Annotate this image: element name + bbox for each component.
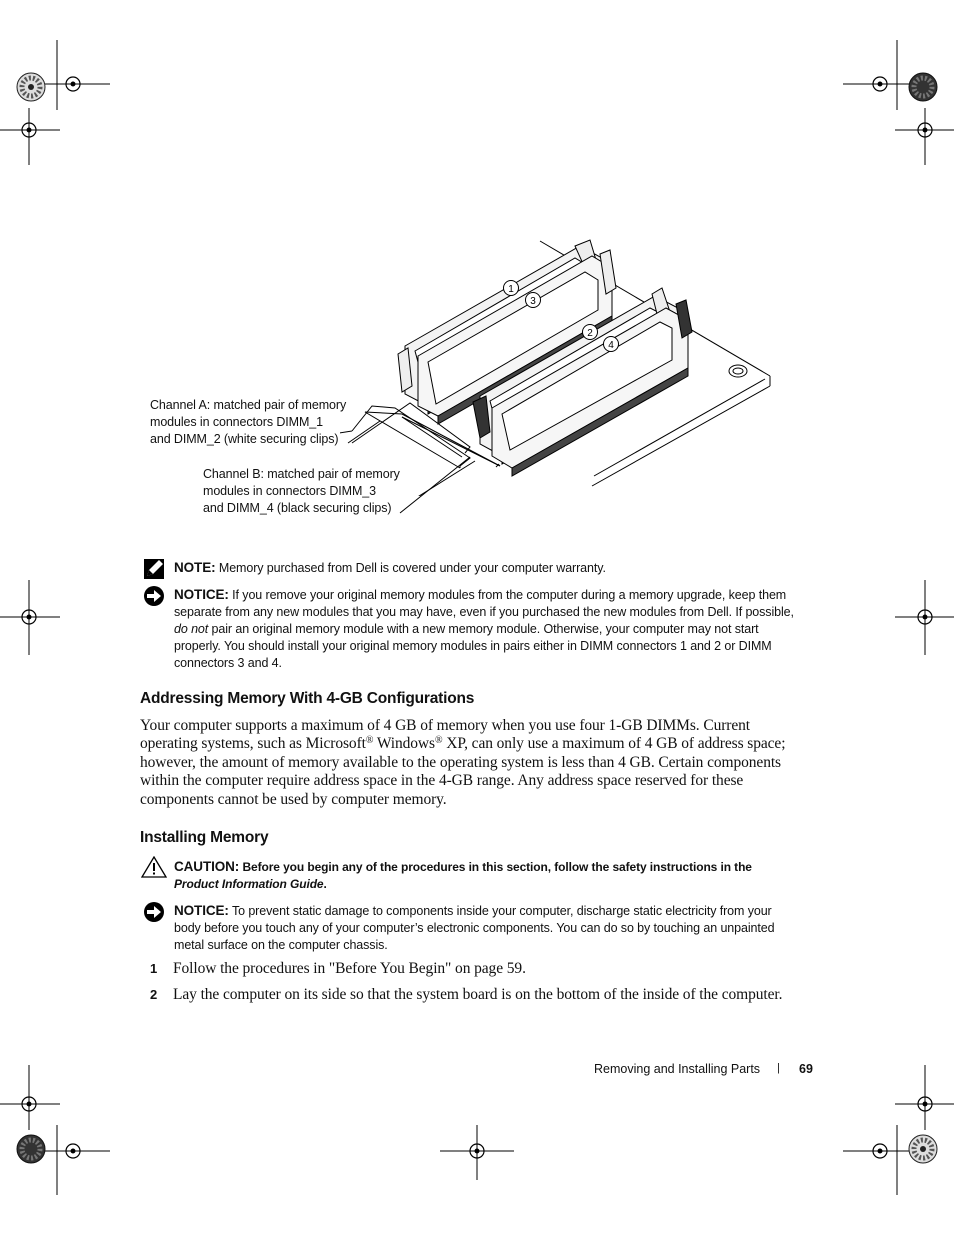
paragraph-line: components cannot be used by computer memory. xyxy=(140,790,447,808)
paragraph-line: operating systems, such as Microsoft xyxy=(140,735,366,753)
notice-line: body before you touch any of your computer’s electronic components. You can do so by touching an unpainted xyxy=(174,921,775,935)
caution-line: . xyxy=(323,877,327,891)
notice-line: properly. You should install your original memory modules in pairs either in DIMM connectors 1 and 2 or DIMM xyxy=(174,639,772,653)
section-heading-installing-memory: Installing Memory xyxy=(140,829,269,846)
caution-line: Before you begin any of the procedures in this section, follow the safety instructions in the xyxy=(242,860,752,874)
page-number: 69 xyxy=(799,1062,813,1076)
notice-label: NOTICE: xyxy=(174,903,229,918)
caution-label: CAUTION: xyxy=(174,859,240,874)
step-2 xyxy=(150,986,782,1004)
section-heading-addressing-memory: Addressing Memory With 4-GB Configurations xyxy=(140,690,475,707)
paragraph-line: XP, can only use a maximum of 4 GB of address space; xyxy=(442,735,786,753)
paragraph-line: however, the amount of memory available to the operating system is less than 4 GB. Certain components xyxy=(140,753,781,771)
notice-line: pair an original memory module with a new memory module. Otherwise, your computer may not start xyxy=(208,622,759,636)
channel-b-line: modules in connectors DIMM_3 xyxy=(203,484,376,498)
notice-line: separate from any new modules that you may have, even if you purchased the new modules from Dell. If possible, xyxy=(174,605,794,619)
marker-2: 2 xyxy=(587,328,593,339)
channel-b-callout xyxy=(203,466,400,517)
registered-mark: ® xyxy=(434,735,443,747)
notice-arrow-icon xyxy=(142,901,168,923)
notice-block-1 xyxy=(140,585,820,675)
notice-arrow-icon xyxy=(142,585,168,607)
footer-separator: | xyxy=(777,1062,780,1074)
notice-line: If you remove your original memory modules from the computer during a memory upgrade, keep them xyxy=(232,588,787,602)
notice-line: To prevent static damage to components inside your computer, discharge static electricity from your xyxy=(231,904,772,918)
marker-3: 3 xyxy=(530,296,536,307)
channel-b-line: and DIMM_4 (black securing clips) xyxy=(203,501,392,515)
channel-a-line: Channel A: matched pair of memory xyxy=(150,398,347,412)
paragraph-line: within the computer require address space in the 4-GB range. Any address space reserved for these xyxy=(140,772,744,790)
channel-a-line: and DIMM_2 (white securing clips) xyxy=(150,432,339,446)
notice-label: NOTICE: xyxy=(174,587,229,602)
note-label: NOTE: xyxy=(174,560,216,575)
caution-block xyxy=(140,857,820,897)
step-1 xyxy=(150,960,526,978)
caution-triangle-icon xyxy=(141,856,167,878)
notice-emphasis: do not xyxy=(174,622,209,636)
channel-a-line: modules in connectors DIMM_1 xyxy=(150,415,323,429)
step-number: 2 xyxy=(150,987,158,1002)
step-text: Follow the procedures in "Before You Begin" on page 59. xyxy=(173,960,526,977)
paragraph-line: Your computer supports a maximum of 4 GB of memory when you use four 1-GB DIMMs. Current xyxy=(140,717,750,734)
note-block xyxy=(140,558,820,580)
marker-4: 4 xyxy=(608,340,614,351)
notice-line: connectors 3 and 4. xyxy=(174,656,282,670)
channel-a-callout xyxy=(150,397,346,448)
note-text: Memory purchased from Dell is covered under your computer warranty. xyxy=(218,561,606,575)
notice-block-2 xyxy=(140,901,820,957)
footer-section-name: Removing and Installing Parts xyxy=(594,1062,761,1076)
channel-b-line: Channel B: matched pair of memory xyxy=(203,467,400,481)
addressing-memory-paragraph xyxy=(140,717,820,809)
marker-1: 1 xyxy=(508,284,514,295)
notice-line: metal surface on the computer chassis. xyxy=(174,938,388,952)
caution-emphasis: Product Information Guide xyxy=(174,877,324,891)
pencil-note-icon xyxy=(143,558,169,580)
step-number: 1 xyxy=(150,961,158,976)
paragraph-line: Windows xyxy=(373,735,435,753)
step-text: Lay the computer on its side so that the system board is on the bottom of the inside of the computer. xyxy=(173,986,783,1003)
registered-mark: ® xyxy=(365,735,374,747)
